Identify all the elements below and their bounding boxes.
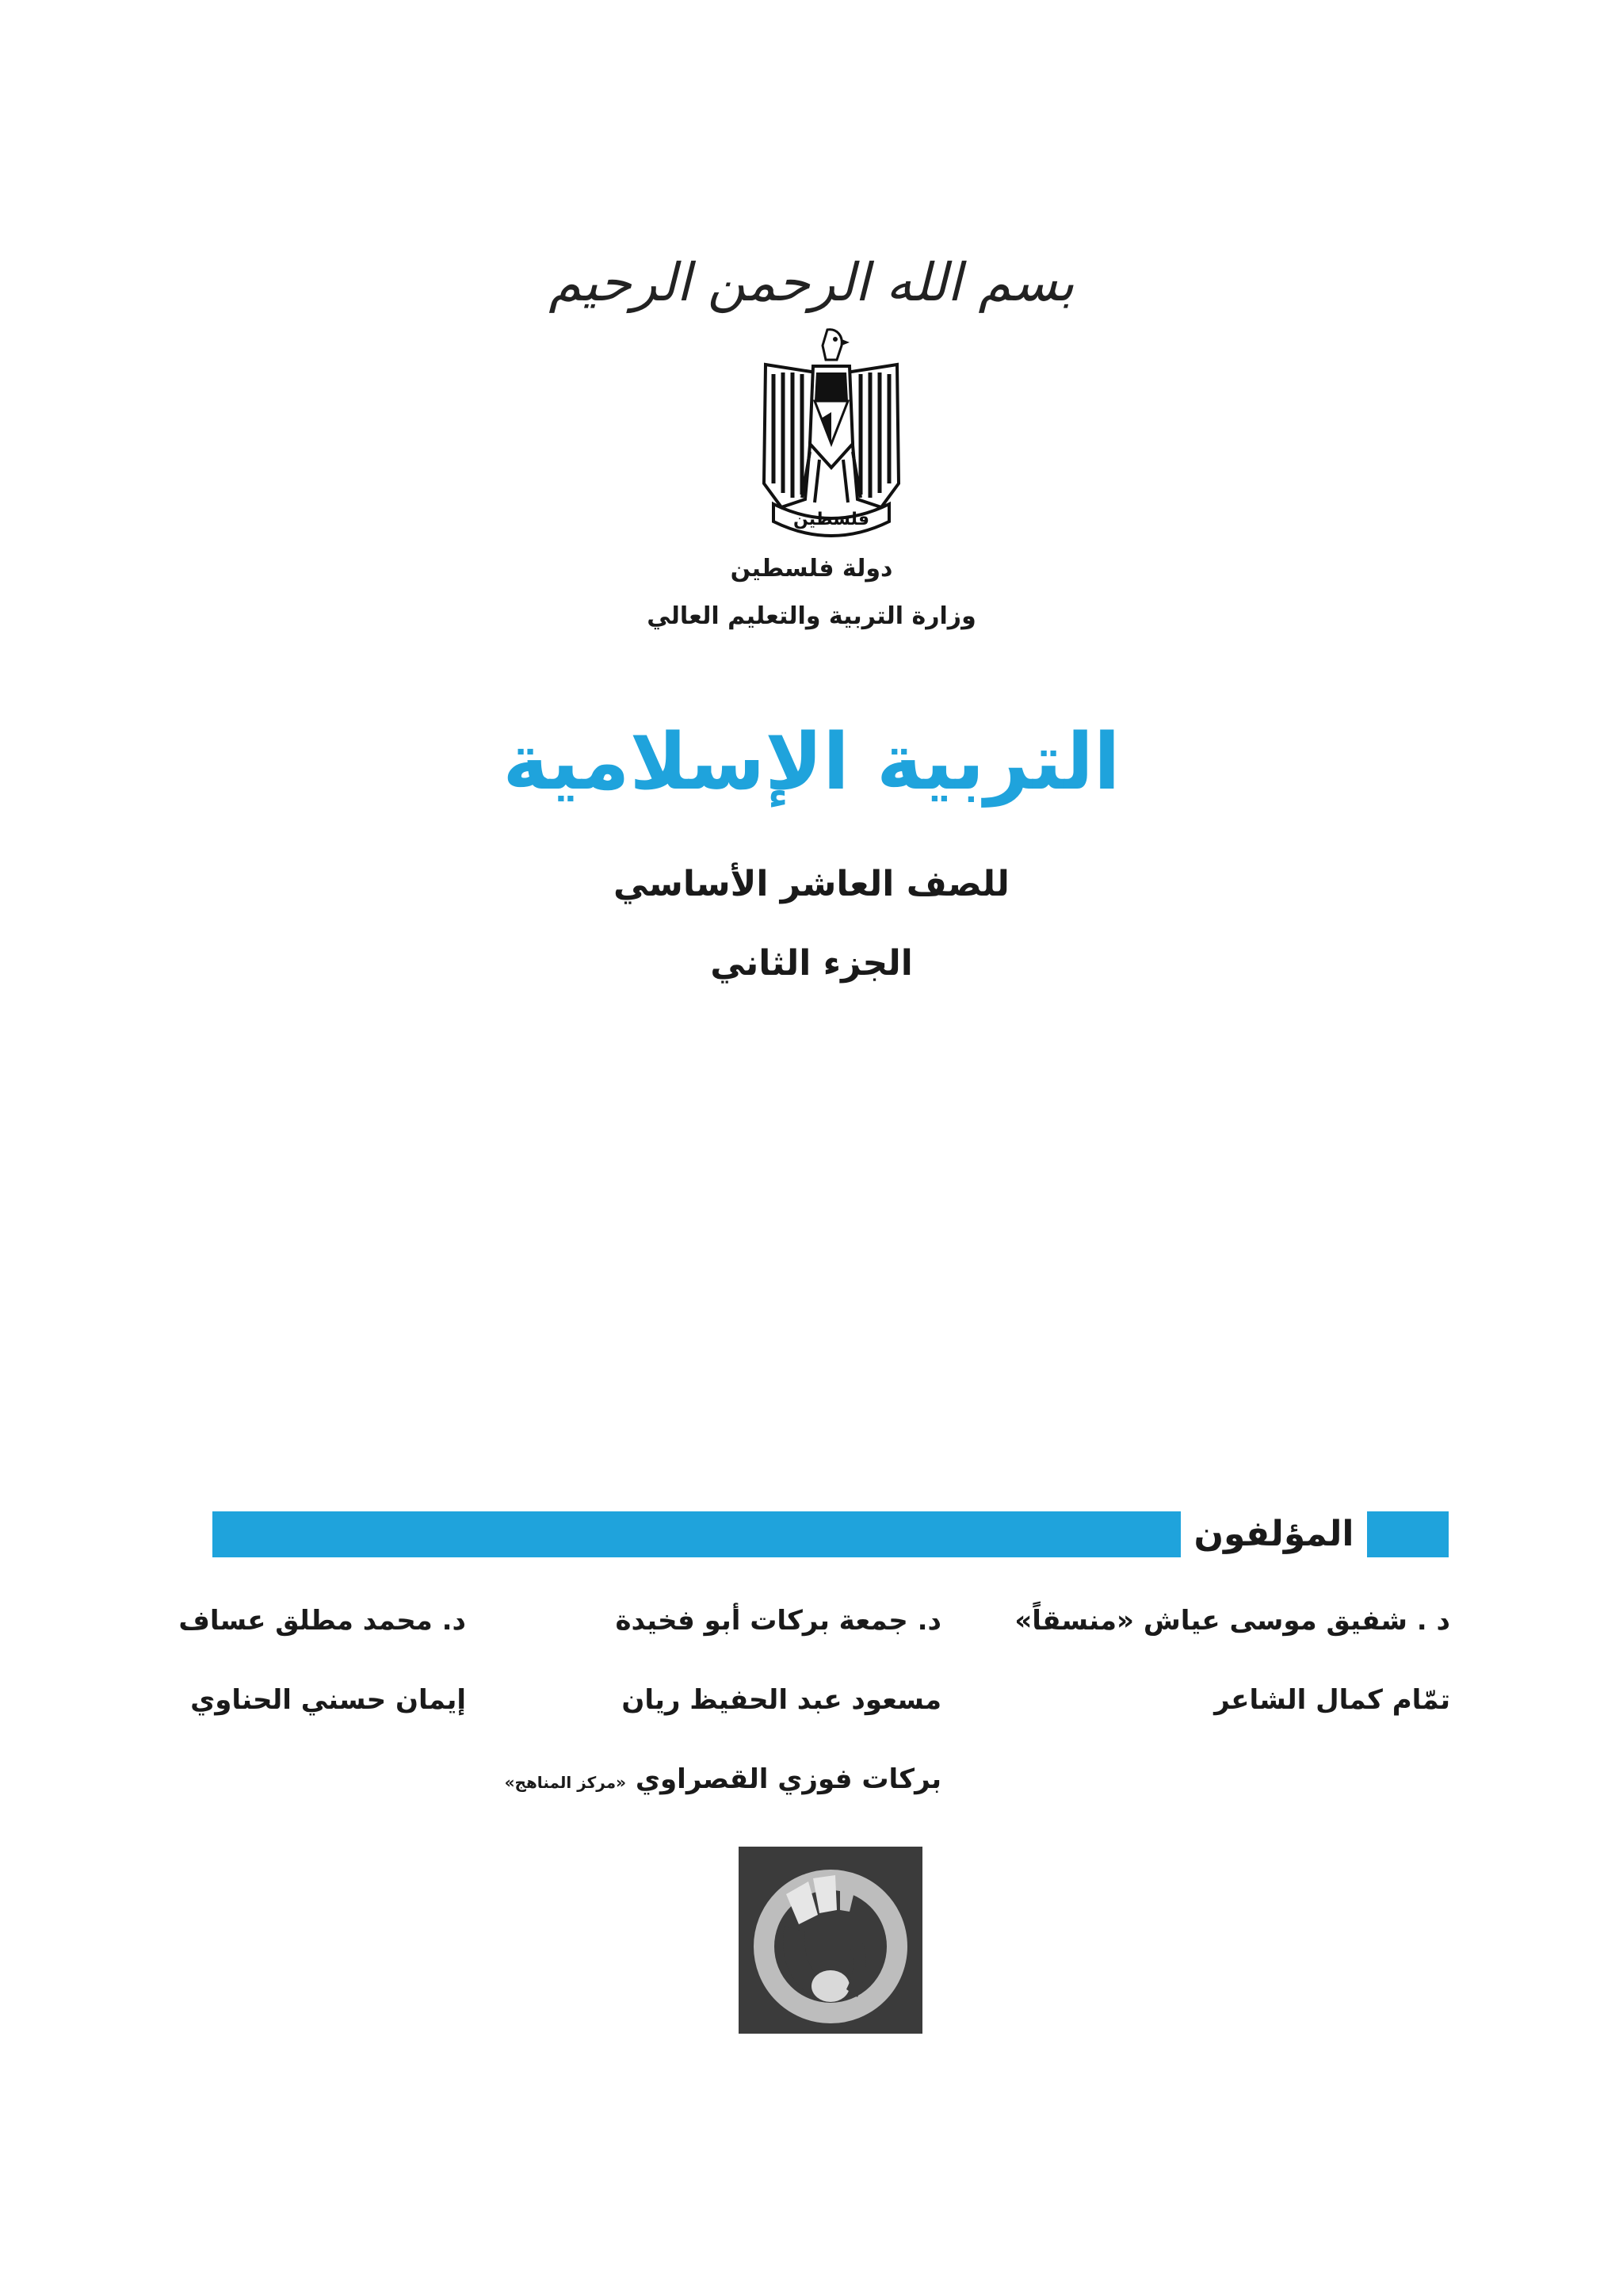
- author-name: تمّام كمال الشاعر: [1214, 1684, 1450, 1716]
- book-title: التربية الإسلامية: [502, 717, 1121, 808]
- book-part: الجزء الثاني: [710, 943, 913, 984]
- author-4: [1117, 1684, 1450, 1716]
- author-name: إيمان حسني الحناوي: [190, 1684, 466, 1716]
- ministry-name: وزارة التربية والتعليم العالي: [647, 602, 976, 630]
- author-1: [1014, 1605, 1450, 1637]
- author-5: [609, 1684, 941, 1716]
- author-7: [504, 1763, 941, 1795]
- basmala: بسم الله الرحمن الرحيم: [548, 252, 1075, 313]
- author-note: «مركز المناهج»: [504, 1773, 627, 1792]
- author-name: د . شفيق موسى عياش: [1143, 1605, 1450, 1637]
- author-note: «منسقاً»: [1014, 1605, 1135, 1637]
- authors-heading-marker: [1367, 1511, 1449, 1557]
- authors-heading: المؤلفون: [1193, 1514, 1354, 1554]
- book-grade: للصف العاشر الأساسي: [613, 864, 1010, 904]
- author-6: [190, 1684, 466, 1716]
- author-name: مسعود عبد الحفيظ ريان: [621, 1684, 941, 1716]
- state-name: دولة فلسطين: [730, 555, 893, 583]
- authors-divider-bar: [212, 1511, 1181, 1557]
- curriculum-center-logo-icon: [739, 1847, 922, 2034]
- author-name: بركات فوزي القصراوي: [635, 1763, 941, 1795]
- emblem-text: فلسطين: [793, 510, 869, 529]
- author-name: د. جمعة بركات أبو فخيدة: [615, 1605, 941, 1637]
- author-3: [178, 1605, 466, 1637]
- palestine-eagle-emblem-icon: [758, 325, 905, 539]
- author-name: د. محمد مطلق عساف: [178, 1605, 466, 1637]
- author-2: [609, 1605, 941, 1637]
